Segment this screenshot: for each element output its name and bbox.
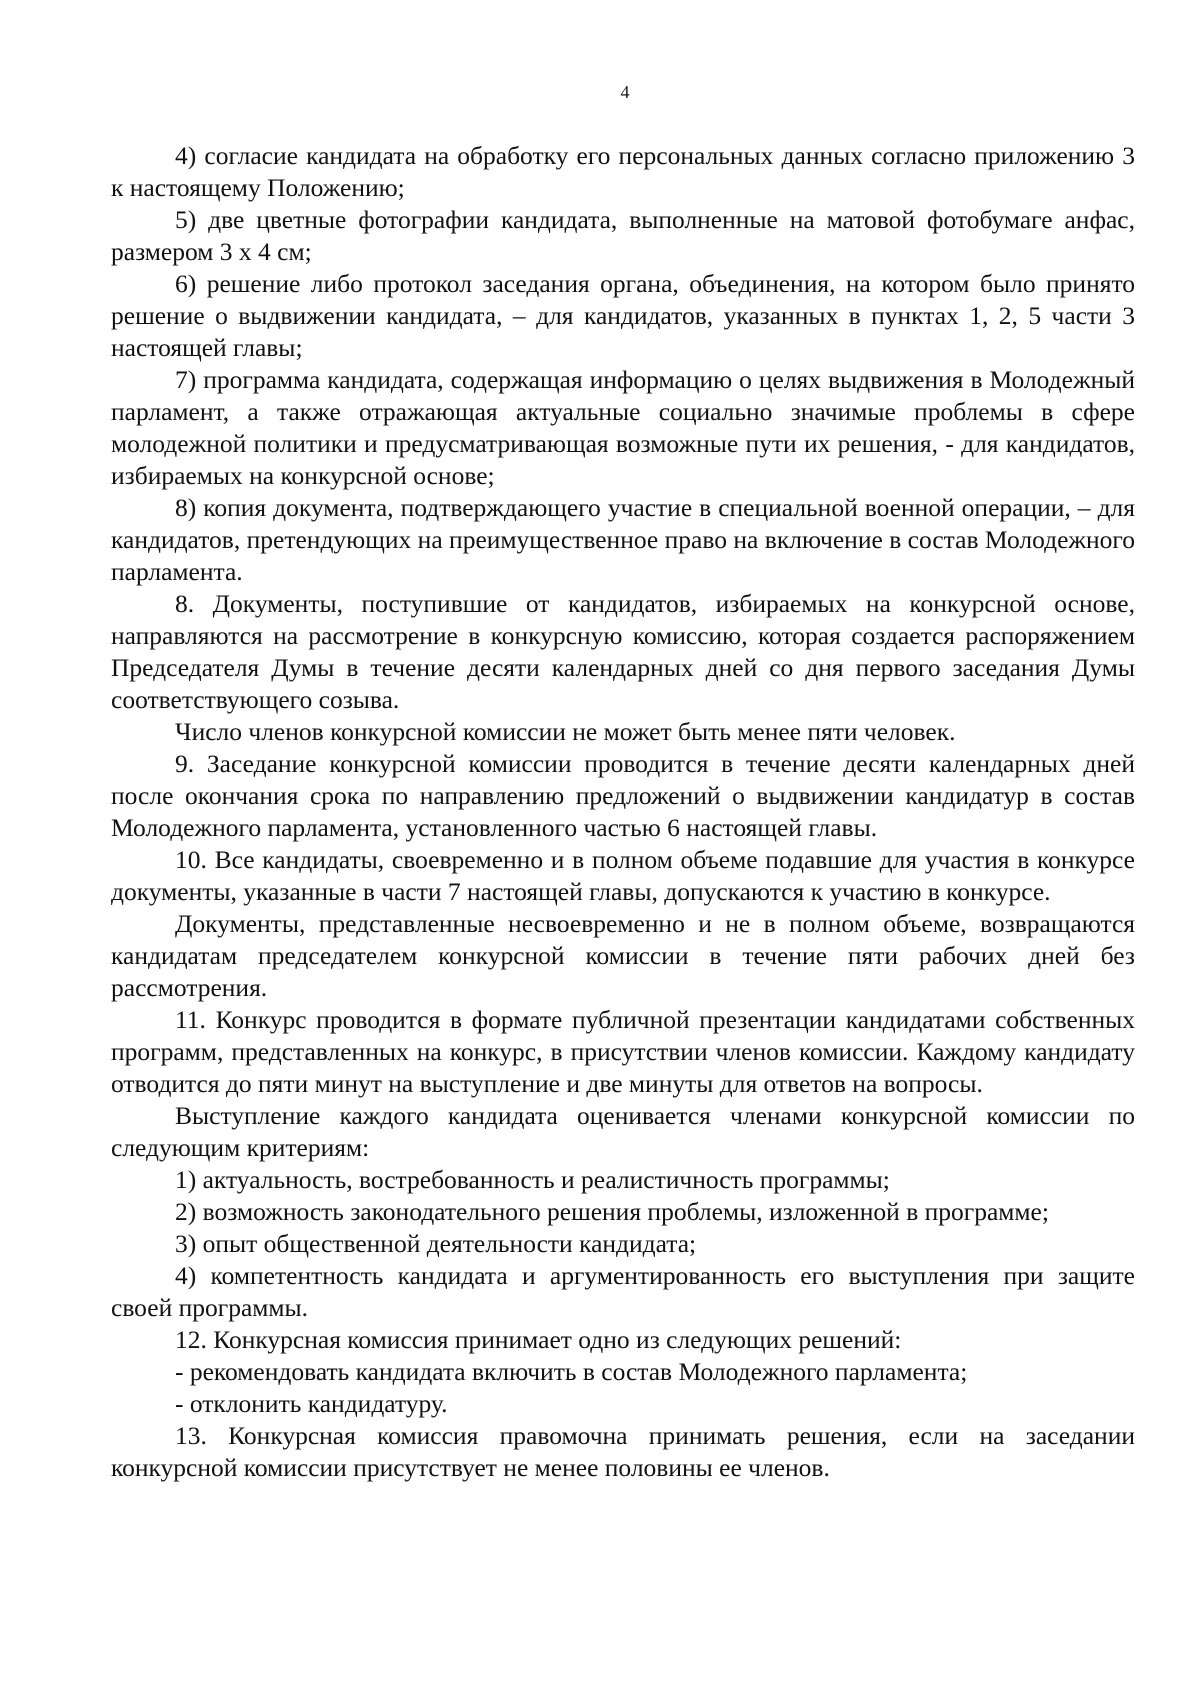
paragraph: Выступление каждого кандидата оценивается членами конкурсной комиссии по следующим критериям: [111,1101,1135,1162]
page-number: 4 [620,82,630,102]
paragraph: - рекомендовать кандидата включить в состав Молодежного парламента; [175,1357,968,1386]
paragraph: 3) опыт общественной деятельности кандидата; [175,1229,697,1258]
paragraph: 7) программа кандидата, содержащая информацию о целях выдвижения в Молодежный парламент, а также отражающая актуальные социально значимые проблемы в сфере молодежной политики и предусматривающая возможные пути их решения, - для кандидатов, избираемых на конкурсной основе; [111,365,1135,490]
paragraph: - отклонить кандидатуру. [175,1389,448,1418]
paragraph: 1) актуальность, востребованность и реалистичность программы; [175,1165,890,1194]
paragraph: 10. Все кандидаты, своевременно и в полном объеме подавшие для участия в конкурсе документы, указанные в части 7 настоящей главы, допускаются к участию в конкурсе. [111,845,1135,906]
paragraph: 8) копия документа, подтверждающего участие в специальной военной операции, – для кандидатов, претендующих на преимущественное право на включение в состав Молодежного парламента. [111,493,1135,586]
paragraph: Документы, представленные несвоевременно и не в полном объеме, возвращаются кандидатам председателем конкурсной комиссии в течение пяти рабочих дней без рассмотрения. [111,909,1135,1002]
paragraph: 4) согласие кандидата на обработку его персональных данных согласно приложению 3 к настоящему Положению; [111,141,1135,202]
paragraph: 12. Конкурсная комиссия принимает одно из следующих решений: [175,1325,902,1354]
paragraph: 5) две цветные фотографии кандидата, выполненные на матовой фотобумаге анфас, размером 3 х 4 см; [111,205,1135,266]
paragraph: 11. Конкурс проводится в формате публичной презентации кандидатами собственных программ, представленных на конкурс, в присутствии членов комиссии. Каждому кандидату отводится до пяти минут на выступление и две минуты для ответов на вопросы. [111,1005,1135,1098]
paragraph: 2) возможность законодательного решения проблемы, изложенной в программе; [175,1197,1049,1226]
paragraph: 9. Заседание конкурсной комиссии проводится в течение десяти календарных дней после окончания срока по направлению предложений о выдвижении кандидатур в состав Молодежного парламента, установленного частью 6 настоящей главы. [111,749,1135,842]
paragraph: 6) решение либо протокол заседания органа, объединения, на котором было принято решение о выдвижении кандидата, – для кандидатов, указанных в пунктах 1, 2, 5 части 3 настоящей главы; [111,269,1135,362]
paragraph: 13. Конкурсная комиссия правомочна принимать решения, если на заседании конкурсной комиссии присутствует не менее половины ее членов. [111,1421,1135,1482]
document-body [111,140,1135,1484]
paragraph: Число членов конкурсной комиссии не может быть менее пяти человек. [175,717,956,746]
paragraph: 4) компетентность кандидата и аргументированность его выступления при защите своей программы. [111,1261,1135,1322]
paragraph: 8. Документы, поступившие от кандидатов, избираемых на конкурсной основе, направляются на рассмотрение в конкурсную комиссию, которая создается распоряжением Председателя Думы в течение десяти календарных дней со дня первого заседания Думы соответствующего созыва. [111,589,1135,714]
